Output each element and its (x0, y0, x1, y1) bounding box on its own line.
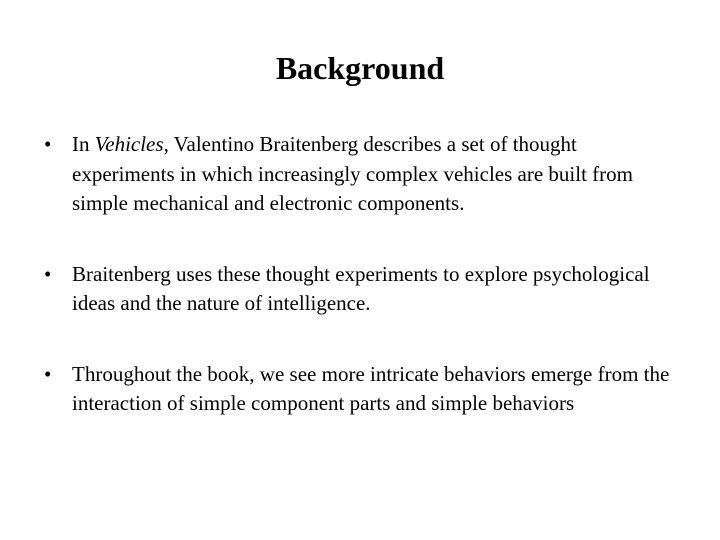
bullet-item (44, 260, 684, 319)
bullet-text-prefix: In (72, 132, 95, 156)
bullet-icon: • (44, 132, 52, 156)
bullet-text: Braitenberg uses these thought experiments to explore psychological ideas and the nature of intelligence. (72, 261, 650, 315)
book-title: Vehicles (94, 132, 164, 156)
bullet-item (44, 360, 684, 419)
bullet-icon: • (44, 361, 52, 386)
bullet-text: Throughout the book, we see more intricate behaviors emerge from the interaction of simple component parts and simple behaviors (72, 361, 670, 415)
bullet-icon: • (44, 261, 52, 286)
bullet-item (44, 130, 684, 219)
bullet-text-suffix: , Valentino Braitenberg describes a set of thought experiments in which increasingly complex vehicles are built from simple mechanical and electronic components. (72, 132, 633, 215)
slide-title: Background (275, 50, 445, 86)
bullet-list (44, 130, 684, 419)
